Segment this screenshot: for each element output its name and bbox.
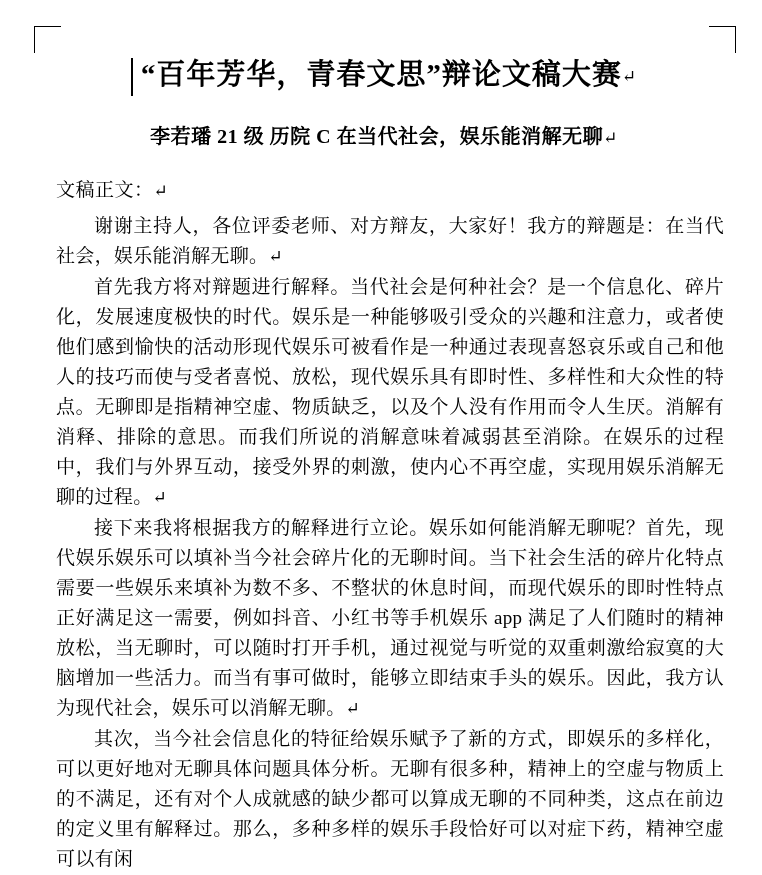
body-paragraph-text: 其次，当今社会信息化的特征给娱乐赋予了新的方式，即娱乐的多样化，可以更好地对无聊具体问题具体分析。无聊有很多种，精神上的空虚与物质上的不满足，还有对个人成就感的缺少都可以算成无聊的不同种类，这点在前边的定义里有解释过。那么，多种多样的娱乐手段恰好可以对症下药，精神空虚可以有闲 — [56, 729, 724, 871]
paragraph-mark-subtitle: ↵ — [603, 128, 618, 148]
body-paragraph — [56, 273, 724, 513]
paragraph-mark: ↵ — [268, 247, 283, 267]
paragraph-mark: ↵ — [152, 488, 168, 508]
document-body — [56, 212, 724, 875]
body-paragraph-text: 首先我方将对辩题进行解释。当代社会是何种社会？是一个信息化、碎片化，发展速度极快的时代。娱乐是一种能够吸引受众的兴趣和注意力，或者使他们感到愉快的活动形现代娱乐可被看作是一种通过表现喜怒哀乐或自己和他人的技巧而使与受者喜悦、放松，现代娱乐具有即时性、多样性和大众性的特点。无聊即是指精神空虚、物质缺乏，以及个人没有作用而令人生厌。消解有消释、排除的意思。而我们所说的消解意味着减弱甚至消除。在娱乐的过程中，我们与外界互动，接受外界的刺激，使内心不再空虚，实现用娱乐消解无聊的过程。 — [56, 277, 724, 509]
body-paragraph — [56, 212, 724, 272]
document-subtitle — [44, 120, 724, 149]
body-paragraph — [56, 725, 724, 875]
paragraph-mark-title: ↵ — [621, 66, 638, 86]
paragraph-mark: ↵ — [345, 699, 361, 719]
body-paragraph — [56, 514, 724, 724]
section-label-text: 文稿正文： — [56, 180, 154, 201]
page-title — [141, 56, 637, 95]
title-cursor-bar — [131, 58, 133, 96]
body-paragraph-text: 接下来我将根据我方的解释进行立论。娱乐如何能消解无聊呢？首先，现代娱乐娱乐可以填补当今社会碎片化的无聊时间。当下社会生活的碎片化特点需要一些娱乐来填补为数不多、不整状的休息时间，而现代娱乐的即时性特点正好满足这一需要，例如抖音、小红书等手机娱乐 app 满足了人们随时的精神放松，当无聊时，可以随时打开手机，通过视觉与听觉的双重刺激给寂寞的大脑增加一些活力。而当有事可做时，能够立即结束手头的娱乐。因此，我方认为现代社会，娱乐可以消解无聊。 — [56, 518, 724, 720]
page-title-text: “百年芳华，青春文思”辩论文稿大赛 — [140, 59, 622, 91]
section-label — [56, 175, 724, 202]
paragraph-mark-section: ↵ — [153, 181, 169, 201]
document-subtitle-text: 李若璠 21 级 历院 C 在当代社会，娱乐能消解无聊 — [150, 126, 604, 148]
document-title-row — [44, 56, 724, 96]
document-content — [44, 38, 724, 875]
body-paragraph-text: 谢谢主持人，各位评委老师、对方辩友，大家好！我方的辩题是：在当代社会，娱乐能消解无聊。 — [56, 216, 724, 268]
